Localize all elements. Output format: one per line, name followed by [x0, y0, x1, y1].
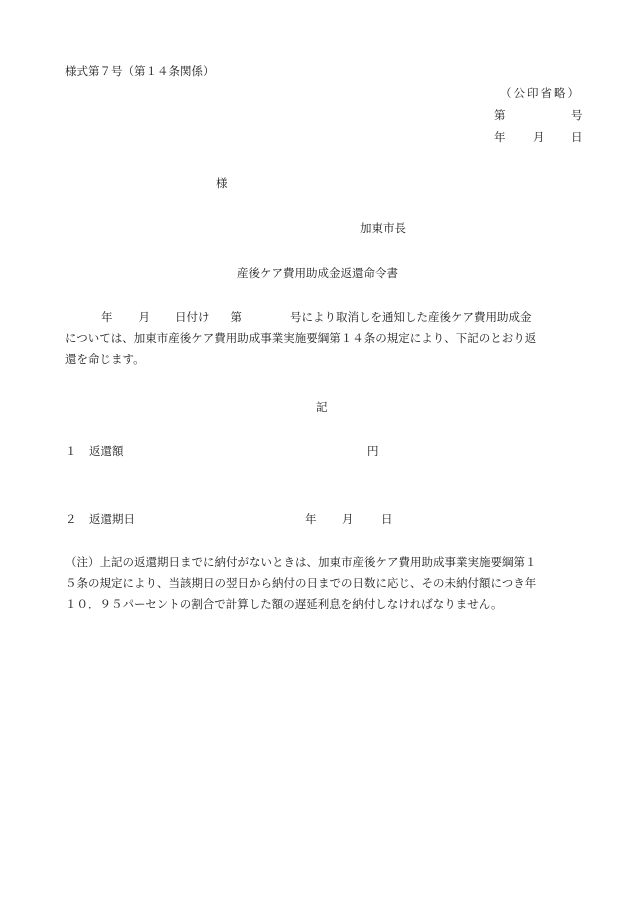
note-line-1: （注）上記の返還期日までに納付がないときは、加東市産後ケア費用助成事業実施要綱第１: [65, 555, 537, 569]
body-line-2: については、加東市産後ケア費用助成事業実施要綱第１４条の規定により、下記のとおり返: [65, 331, 537, 345]
item-1-label: 返還額: [89, 444, 124, 458]
item-1-unit: 円: [367, 444, 379, 458]
recipient-honorific: 様: [216, 176, 228, 190]
body-year: 年: [101, 310, 113, 324]
note-line-2: ５条の規定により、当該期日の翌日から納付の日までの日数に応じ、その未納付額につき年: [65, 576, 537, 590]
date-month: 月: [533, 130, 545, 144]
seal-omitted-note: （公印省略）: [500, 86, 581, 100]
body-number-prefix: 第: [230, 310, 242, 324]
body-date-suffix: 日付け: [175, 310, 210, 324]
body-line-1: [65, 307, 585, 328]
item-1-number: １: [65, 444, 77, 458]
doc-number-prefix: 第: [494, 108, 506, 122]
body-paragraph: [65, 307, 585, 370]
issuer-name: 加東市長: [360, 221, 406, 235]
due-month: 月: [342, 512, 354, 526]
due-year: 年: [305, 512, 317, 526]
date-day: 日: [571, 130, 583, 144]
document-title: 産後ケア費用助成金返還命令書: [237, 266, 398, 280]
due-day: 日: [381, 512, 393, 526]
note-paragraph: [65, 552, 585, 615]
item-2-label: 返還期日: [89, 512, 135, 526]
body-line-3: 還を命じます。: [65, 352, 145, 366]
body-month: 月: [138, 310, 150, 324]
date-year: 年: [494, 130, 506, 144]
ki-marker: 記: [316, 400, 328, 414]
note-line-3: １０．９５パーセントの割合で計算した額の遅延利息を納付しなければなりません。: [65, 597, 503, 611]
body-line-1-rest: 号により取消しを通知した産後ケア費用助成金: [290, 310, 532, 324]
doc-number-suffix: 号: [571, 108, 583, 122]
item-2-number: ２: [65, 512, 77, 526]
form-number-header: 様式第７号（第１４条関係）: [65, 64, 215, 78]
